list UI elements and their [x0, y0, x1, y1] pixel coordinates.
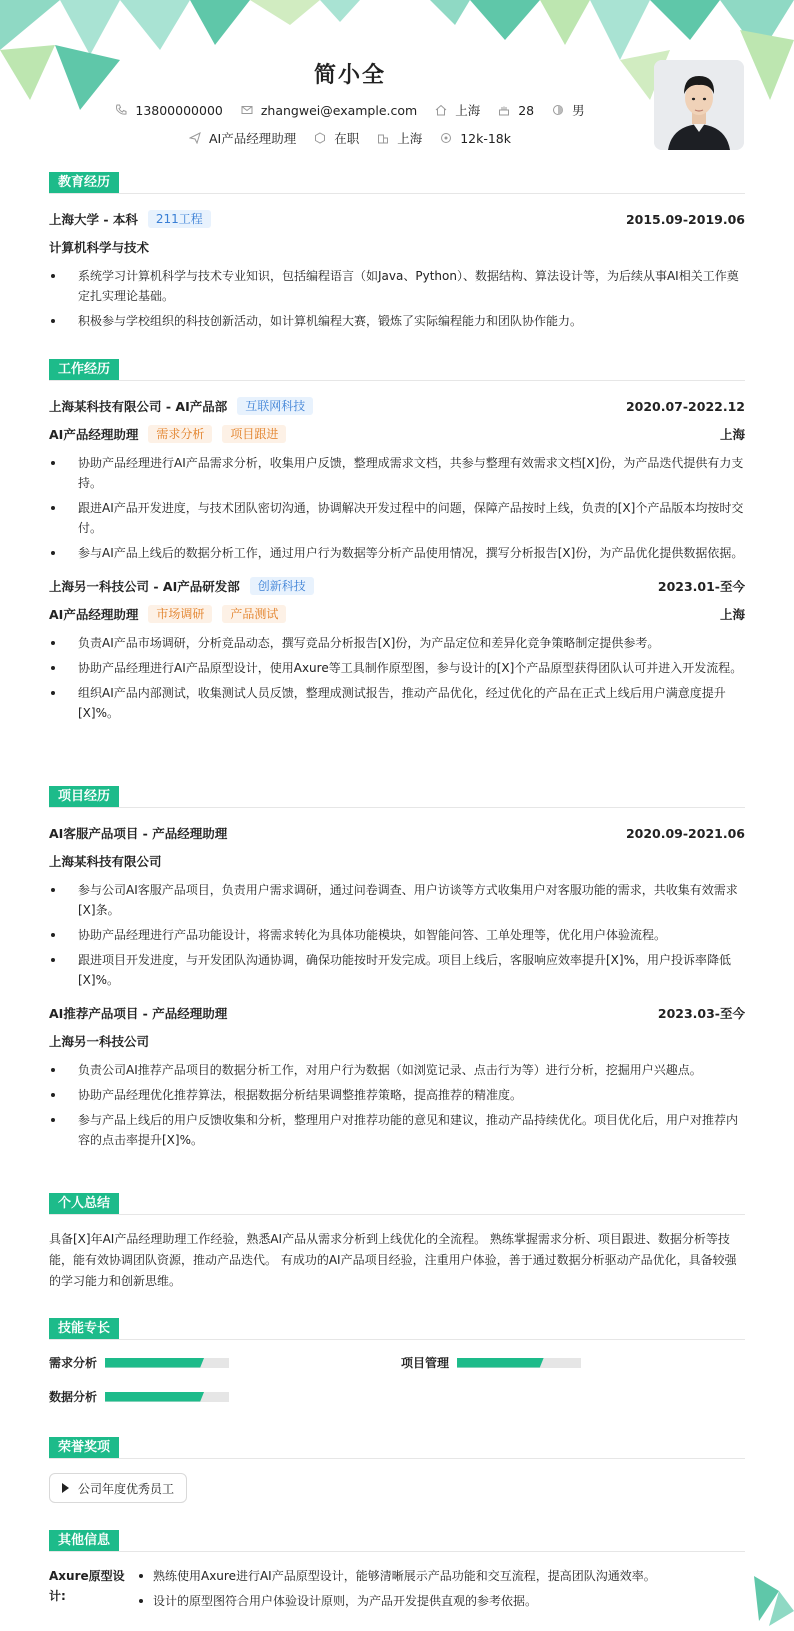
list-item: 组织AI产品内部测试，收集测试人员反馈，整理成测试报告，推动产品优化，经过优化的产品在正式上线后用户满意度提升[X]%。 [49, 683, 745, 723]
work-title: 工作经历 [49, 359, 119, 380]
phone-text: 13800000000 [135, 103, 223, 118]
project-entry-1-head [49, 822, 745, 844]
list-item: 系统学习计算机科学与技术专业知识，包括编程语言（如Java、Python）、数据结构、算法设计等，为后续从事AI相关工作奠定扎实理论基础。 [49, 266, 745, 306]
phone [115, 103, 222, 118]
job-intent-row [0, 129, 700, 147]
skill-bar-fill [105, 1392, 204, 1402]
list-item: 参与公司AI客服产品项目，负责用户需求调研，通过问卷调查、用户访谈等方式收集用户对客服功能的需求，共收集有效需求[X]条。 [49, 880, 745, 920]
work-entry-1-bullets [49, 453, 745, 563]
skill-tag: 市场调研 [148, 605, 212, 623]
company-name: 上海另一科技公司 - AI产品研发部 [49, 579, 240, 594]
projects-title: 项目经历 [49, 786, 119, 807]
list-item: 参与AI产品上线后的数据分析工作，通过用户行为数据等分析产品使用情况，撰写分析报告[X]份，为产品优化提供数据依据。 [49, 543, 745, 563]
list-item: 负责AI产品市场调研，分析竞品动态，撰写竞品分析报告[X]份，为产品定位和差异化竞争策略制定提供参考。 [49, 633, 745, 653]
project-company: 上海某科技有限公司 [49, 854, 162, 869]
work-entry-2-role [49, 603, 745, 625]
education-entry-head [49, 208, 745, 230]
work-dates: 2020.07-2022.12 [625, 398, 745, 414]
age-icon [498, 104, 510, 116]
education-bullets [49, 266, 745, 331]
projects-header [49, 786, 745, 808]
work-dates: 2023.01-至今 [657, 579, 745, 594]
work-header [49, 359, 745, 381]
project-entry-1-bullets [49, 880, 745, 990]
email-text: zhangwei@example.com [260, 103, 418, 118]
project-entry-1 [49, 822, 745, 990]
skill-name: 项目管理 [401, 1356, 450, 1370]
salary-text: 12k-18k [460, 131, 512, 146]
phone-icon [115, 104, 127, 116]
mail-icon [241, 104, 253, 116]
other-row [49, 1566, 745, 1616]
award-text: 公司年度优秀员工 [78, 1481, 175, 1496]
summary-title: 个人总结 [49, 1193, 119, 1214]
education-dates: 2015.09-2019.06 [625, 211, 745, 227]
list-item: 协助产品经理优化推荐算法，根据数据分析结果调整推荐策略，提高推荐的精准度。 [49, 1085, 745, 1105]
summary-section [49, 1193, 745, 1292]
skill-name: 数据分析 [49, 1390, 98, 1404]
industry-tag: 创新科技 [250, 577, 314, 595]
project-name: AI推荐产品项目 - 产品经理助理 [49, 1006, 228, 1021]
skills-grid [49, 1354, 745, 1424]
other-header [49, 1530, 745, 1552]
project-dates: 2023.03-至今 [657, 1006, 745, 1021]
school-name: 上海大学 - 本科 [49, 212, 138, 227]
skill-item [401, 1354, 581, 1371]
list-item: 熟练使用Axure进行AI产品原型设计，能够清晰展示产品功能和交互流程，提高团队沟通效率。 [137, 1566, 656, 1586]
home-icon [435, 104, 447, 116]
project-entry-2-bullets [49, 1060, 745, 1150]
skills-header [49, 1318, 745, 1340]
gender-text: 男 [572, 103, 585, 118]
skill-bar [457, 1358, 581, 1368]
skill-bar [105, 1392, 229, 1402]
skill-tag: 产品测试 [222, 605, 286, 623]
project-entry-2-head [49, 1002, 745, 1024]
major-text: 计算机科学与技术 [49, 240, 150, 255]
city [435, 101, 480, 119]
skill-bar [105, 1358, 229, 1368]
work-entry-2-head [49, 575, 745, 597]
projects-section [49, 786, 745, 1155]
job-status [314, 129, 359, 147]
skill-bar-fill [105, 1358, 204, 1368]
salary [440, 131, 511, 146]
skills-title: 技能专长 [49, 1318, 119, 1339]
summary-text: 具备[X]年AI产品经理助理工作经验，熟悉AI产品从需求分析到上线优化的全流程。 熟练掌握需求分析、项目跟进、数据分析等技能，能有效协调团队资源，推动产品迭代。 有成功的AI产品项目经验，注重用户体验，善于通过数据分析驱动产品优化，具备较强的学习能力和创新思维。 [49, 1232, 737, 1288]
project-entry-2-company [49, 1030, 745, 1052]
email [241, 103, 417, 118]
send-icon [189, 132, 201, 144]
work-location: 上海 [719, 607, 745, 622]
city-text: 上海 [455, 103, 481, 118]
age-text: 28 [518, 103, 535, 118]
work-location: 上海 [719, 427, 745, 442]
skill-tag: 项目跟进 [222, 425, 286, 443]
school-tag: 211工程 [148, 210, 211, 228]
resume-header [0, 0, 794, 175]
other-section [49, 1530, 745, 1616]
award-item[interactable] [49, 1473, 187, 1503]
contact-row [0, 101, 700, 119]
skill-item [49, 1354, 229, 1371]
play-icon [62, 1483, 69, 1493]
job-title: AI产品经理助理 [49, 607, 139, 622]
gender [552, 101, 585, 119]
skill-bar-fill [457, 1358, 544, 1368]
target-role [189, 129, 296, 147]
industry-tag: 互联网科技 [237, 397, 313, 415]
awards-header [49, 1437, 745, 1459]
work-entry-1-role [49, 423, 745, 445]
building-icon [377, 132, 389, 144]
education-title: 教育经历 [49, 172, 119, 193]
other-title: 其他信息 [49, 1530, 119, 1551]
job-status-text: 在职 [334, 131, 360, 146]
target-city [377, 129, 422, 147]
education-major [49, 236, 745, 258]
project-entry-1-company [49, 850, 745, 872]
other-list [137, 1566, 656, 1616]
project-name: AI客服产品项目 - 产品经理助理 [49, 826, 228, 841]
target-city-text: 上海 [397, 131, 423, 146]
project-company: 上海另一科技公司 [49, 1034, 150, 1049]
list-item: 设计的原型图符合用户体验设计原则，为产品开发提供直观的参考依据。 [137, 1591, 656, 1611]
work-entry-2-bullets [49, 633, 745, 723]
list-item: 负责公司AI推荐产品项目的数据分析工作，对用户行为数据（如浏览记录、点击行为等）进行分析，挖掘用户兴趣点。 [49, 1060, 745, 1080]
skill-tag: 需求分析 [148, 425, 212, 443]
list-item: 协助产品经理进行AI产品原型设计，使用Axure等工具制作原型图，参与设计的[X]个产品原型获得团队认可并进入开发流程。 [49, 658, 745, 678]
gender-icon [552, 104, 564, 116]
status-icon [314, 132, 326, 144]
work-section [49, 359, 745, 728]
education-section [49, 172, 745, 336]
job-title: AI产品经理助理 [49, 427, 139, 442]
project-dates: 2020.09-2021.06 [625, 825, 745, 841]
target-role-text: AI产品经理助理 [208, 131, 297, 146]
awards-title: 荣誉奖项 [49, 1437, 119, 1458]
list-item: 跟进项目开发进度，与开发团队沟通协调，确保功能按时开发完成。项目上线后，客服响应效率提升[X]%，用户投诉率降低[X]%。 [49, 950, 745, 990]
work-entry-1-head [49, 395, 745, 417]
project-entry-2 [49, 1002, 745, 1150]
skills-section [49, 1318, 745, 1424]
work-entry-2 [49, 575, 745, 723]
salary-icon [440, 132, 452, 144]
other-label: Axure原型设计: [49, 1569, 125, 1603]
summary-header [49, 1193, 745, 1215]
list-item: 协助产品经理进行产品功能设计，将需求转化为具体功能模块，如智能问答、工单处理等，优化用户体验流程。 [49, 925, 745, 945]
list-item: 跟进AI产品开发进度，与技术团队密切沟通，协调解决开发过程中的问题，保障产品按时上线，负责的[X]个产品版本均按时交付。 [49, 498, 745, 538]
awards-section [49, 1437, 745, 1503]
avatar-portrait [654, 60, 744, 150]
skill-name: 需求分析 [49, 1356, 98, 1370]
company-name: 上海某科技有限公司 - AI产品部 [49, 399, 228, 414]
candidate-name: 简小全 [313, 63, 386, 88]
list-item: 协助产品经理进行AI产品需求分析，收集用户反馈，整理成需求文档，共参与整理有效需求文档[X]份，为产品迭代提供有力支持。 [49, 453, 745, 493]
list-item: 积极参与学校组织的科技创新活动，如计算机编程大赛，锻炼了实际编程能力和团队协作能力。 [49, 311, 745, 331]
education-header [49, 172, 745, 194]
work-entry-1 [49, 395, 745, 563]
avatar [654, 60, 744, 150]
skill-item [49, 1388, 229, 1405]
list-item: 参与产品上线后的用户反馈收集和分析，整理用户对推荐功能的意见和建议，推动产品持续优化。项目优化后，用户对推荐内容的点击率提升[X]%。 [49, 1110, 745, 1150]
age [498, 103, 534, 118]
